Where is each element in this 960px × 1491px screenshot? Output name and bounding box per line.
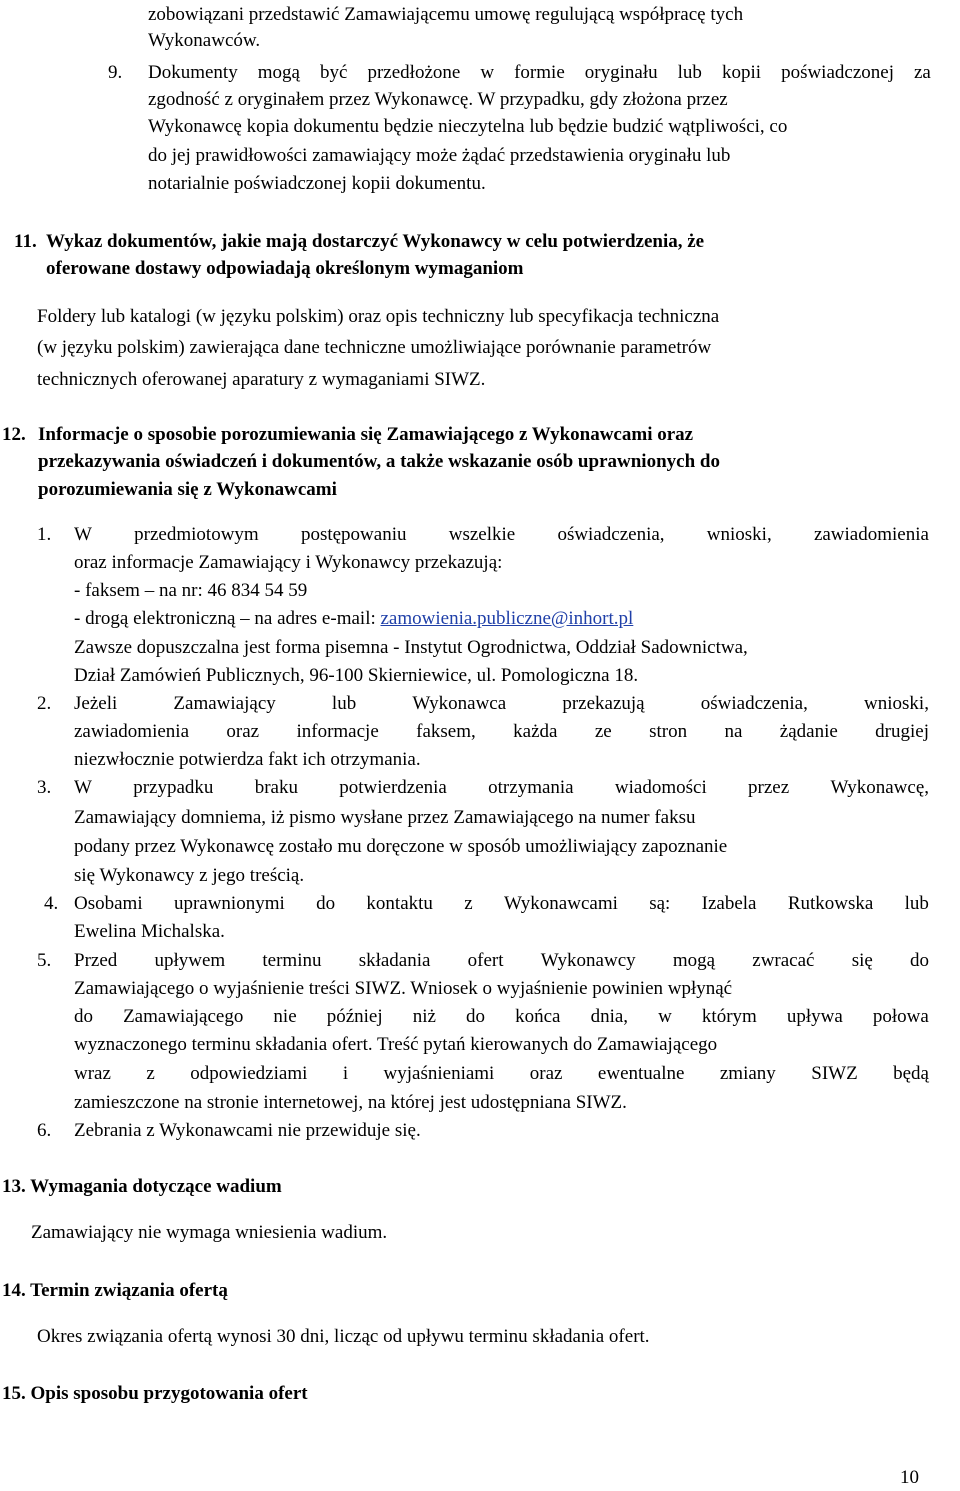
item9-line-1: Dokumenty mogą być przedłożone w formie oryginału lub kopii poświadczonej za: [148, 62, 931, 83]
section15-heading: 15. Opis sposobu przygotowania ofert: [2, 1383, 308, 1404]
section12-heading-line-1: Informacje o sposobie porozumiewania się Zamawiającego z Wykonawcami oraz: [38, 424, 694, 445]
s12-item1-email-prefix: - drogą elektroniczną – na adres e-mail:: [74, 608, 381, 629]
page-number: 10: [900, 1467, 919, 1488]
section11-body-line-2: (w języku polskim) zawierająca dane techniczne umożliwiające porównanie parametrów: [37, 337, 712, 358]
email-link[interactable]: zamowienia.publiczne@inhort.pl: [380, 608, 634, 629]
s12-item1-after-line-1: Zawsze dopuszczalna jest forma pisemna - Instytut Ogrodnictwa, Oddział Sadownictwa,: [74, 637, 748, 658]
item9-line-3: Wykonawcę kopia dokumentu będzie nieczytelna lub będzie budzić wątpliwości, co: [148, 116, 788, 137]
section14-heading: 14. Termin związania ofertą: [2, 1280, 228, 1301]
item8-line-2: Wykonawców.: [148, 30, 261, 51]
s12-item6-line-1: Zebrania z Wykonawcami nie przewiduje się.: [74, 1120, 421, 1141]
s12-item4-line-2: Ewelina Michalska.: [74, 921, 225, 942]
section11-number: 11.: [14, 231, 37, 252]
s12-item2-line-3: niezwłocznie potwierdza fakt ich otrzymania.: [74, 749, 421, 770]
s12-item3-line-3: podany przez Wykonawcę zostało mu doręczone w sposób umożliwiający zapoznanie: [74, 836, 728, 857]
item9-line-2: zgodność z oryginałem przez Wykonawcę. W przypadku, gdy złożona przez: [148, 89, 728, 110]
item9-line-4: do jej prawidłowości zamawiający może żądać przedstawienia oryginału lub: [148, 145, 731, 166]
s12-item2-number: 2.: [37, 693, 52, 714]
s12-item6-number: 6.: [37, 1120, 52, 1141]
s12-item3-line-4: się Wykonawcy z jego treścią.: [74, 865, 305, 886]
item9-number: 9.: [108, 62, 123, 83]
section11-heading-line-1: Wykaz dokumentów, jakie mają dostarczyć Wykonawcy w celu potwierdzenia, że: [46, 231, 705, 252]
s12-item5-number: 5.: [37, 950, 52, 971]
s12-item3-number: 3.: [37, 777, 52, 798]
item9-line-5: notarialnie poświadczonej kopii dokumentu.: [148, 173, 486, 194]
s12-item1-number: 1.: [37, 524, 52, 545]
section14-body: Okres związania ofertą wynosi 30 dni, licząc od upływu terminu składania ofert.: [37, 1326, 650, 1347]
item8-line-1: zobowiązani przedstawić Zamawiającemu umowę regulującą współpracę tych: [148, 4, 744, 25]
s12-item3-line-2: Zamawiający domniema, iż pismo wysłane przez Zamawiającego na numer faksu: [74, 807, 696, 828]
s12-item2-line-2: zawiadomienia oraz informacje faksem, każda ze stron na żądanie drugiej: [74, 721, 929, 742]
s12-item5-line-2: Zamawiającego o wyjaśnienie treści SIWZ. Wniosek o wyjaśnienie powinien wpłynąć: [74, 978, 733, 999]
section12-heading-line-3: porozumiewania się z Wykonawcami: [38, 479, 337, 500]
s12-item5-line-4: wyznaczonego terminu składania ofert. Treść pytań kierowanych do Zamawiającego: [74, 1034, 718, 1055]
s12-item1-line-2: oraz informacje Zamawiający i Wykonawcy przekazują:: [74, 552, 503, 573]
s12-item5-line-6: zamieszczone na stronie internetowej, na której jest udostępniana SIWZ.: [74, 1092, 627, 1113]
section11-heading-line-2: oferowane dostawy odpowiadają określonym wymaganiom: [46, 258, 524, 279]
section13-body: Zamawiający nie wymaga wniesienia wadium.: [31, 1222, 388, 1243]
section13-heading: 13. Wymagania dotyczące wadium: [2, 1176, 282, 1197]
section12-number: 12.: [2, 424, 26, 445]
s12-item1-line-1: W przedmiotowym postępowaniu wszelkie oświadczenia, wnioski, zawiadomienia: [74, 524, 929, 545]
s12-item1-email-line: [74, 607, 633, 631]
s12-item5-line-1: Przed upływem terminu składania ofert Wykonawcy mogą zwracać się do: [74, 950, 929, 971]
section12-heading-line-2: przekazywania oświadczeń i dokumentów, a także wskazanie osób uprawnionych do: [38, 451, 720, 472]
s12-item1-after-line-2: Dział Zamówień Publicznych, 96-100 Skierniewice, ul. Pomologiczna 18.: [74, 665, 639, 686]
s12-item5-line-5: wraz z odpowiedziami i wyjaśnieniami oraz ewentualne zmiany SIWZ będą: [74, 1063, 929, 1084]
s12-item5-line-3: do Zamawiającego nie później niż do końca dnia, w którym upływa połowa: [74, 1006, 929, 1027]
s12-item4-line-1: Osobami uprawnionymi do kontaktu z Wykonawcami są: Izabela Rutkowska lub: [74, 893, 929, 914]
s12-item3-line-1: W przypadku braku potwierdzenia otrzymania wiadomości przez Wykonawcę,: [74, 777, 929, 798]
section11-body-line-1: Foldery lub katalogi (w języku polskim) oraz opis techniczny lub specyfikacja techniczna: [37, 306, 720, 327]
section11-body-line-3: technicznych oferowanej aparatury z wymaganiami SIWZ.: [37, 369, 486, 390]
s12-item1-fax: - faksem – na nr: 46 834 54 59: [74, 580, 308, 601]
s12-item2-line-1: Jeżeli Zamawiający lub Wykonawca przekazują oświadczenia, wnioski,: [74, 693, 929, 714]
s12-item4-number: 4.: [44, 893, 59, 914]
